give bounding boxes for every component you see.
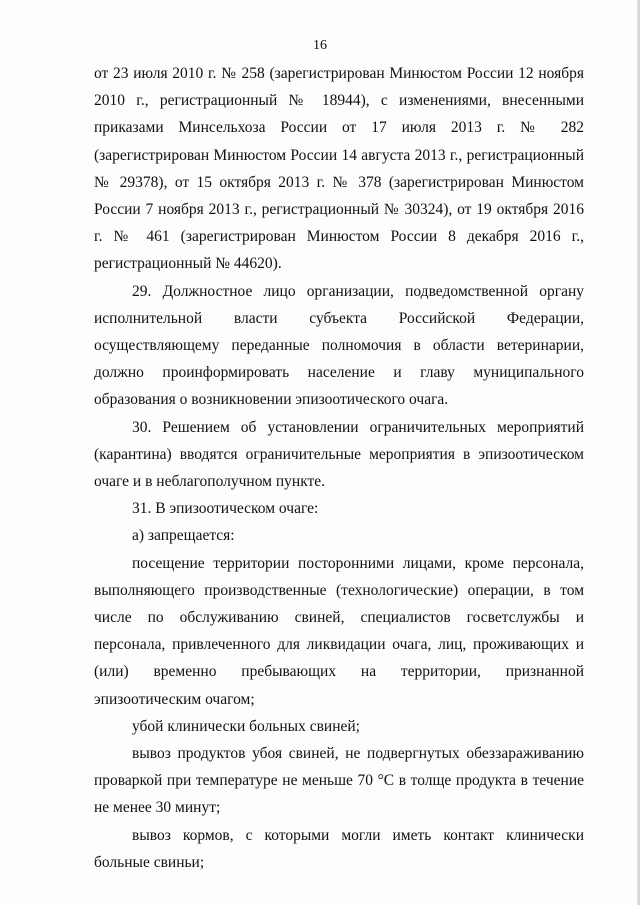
paragraph-29: 29. Должностное лицо организации, подведомственной органу исполнительной власти субъекта Российской Федерации, осуществляющему переданные полномочия в области ветеринарии, должно проинформировать население и главу муниципального образования о возникновении эпизоотического очага. [94, 282, 584, 409]
document-body [94, 60, 584, 876]
list-item-feed: вывоз кормов, с которыми могли иметь контакт клинически больные свиньи; [94, 826, 584, 871]
paragraph-30: 30. Решением об установлении ограничительных мероприятий (карантина) вводятся ограничительные мероприятия в эпизоотическом очаге и в неблагополучном пункте. [94, 418, 584, 491]
list-item-slaughter-products: вывоз продуктов убоя свиней, не подвергнутых обеззараживанию проваркой при температуре не меньше 70 °С в толще продукта в течение не менее 30 минут; [94, 745, 584, 817]
page-number: 16 [313, 38, 327, 53]
paragraph-31a-heading: а) запрещается: [132, 527, 235, 545]
list-item-visits: посещение территории посторонними лицами, кроме персонала, выполняющего производственные (технологические) операции, в том числе по обслуживанию свиней, специалистов госветслужбы и персонала, привлеченного для ликвидации очага, лиц, проживающих и (или) временно пребывающих на территории, признанной эпизоотическим очагом; [94, 554, 584, 708]
paragraph-31-heading: 31. В эпизоотическом очаге: [132, 500, 319, 518]
list-item-slaughter: убой клинически больных свиней; [132, 717, 360, 735]
paragraph-continuation: от 23 июля 2010 г. № 258 (зарегистрирован Минюстом России 12 ноября 2010 г., регистрационный № 18944), с изменениями, внесенными приказами Минсельхоза России от 17 июля 2013 г. № 282 (зарегистрирован Минюстом России 14 августа 2013 г., регистрационный № 29378), от 15 октября 2013 г. № 378 (зарегистрирован Минюстом России 7 ноября 2013 г., регистрационный № 30324), от 19 октября 2016 г. № 461 (зарегистрирован Минюстом России 8 декабря 2016 г., регистрационный № 44620). [94, 65, 584, 273]
